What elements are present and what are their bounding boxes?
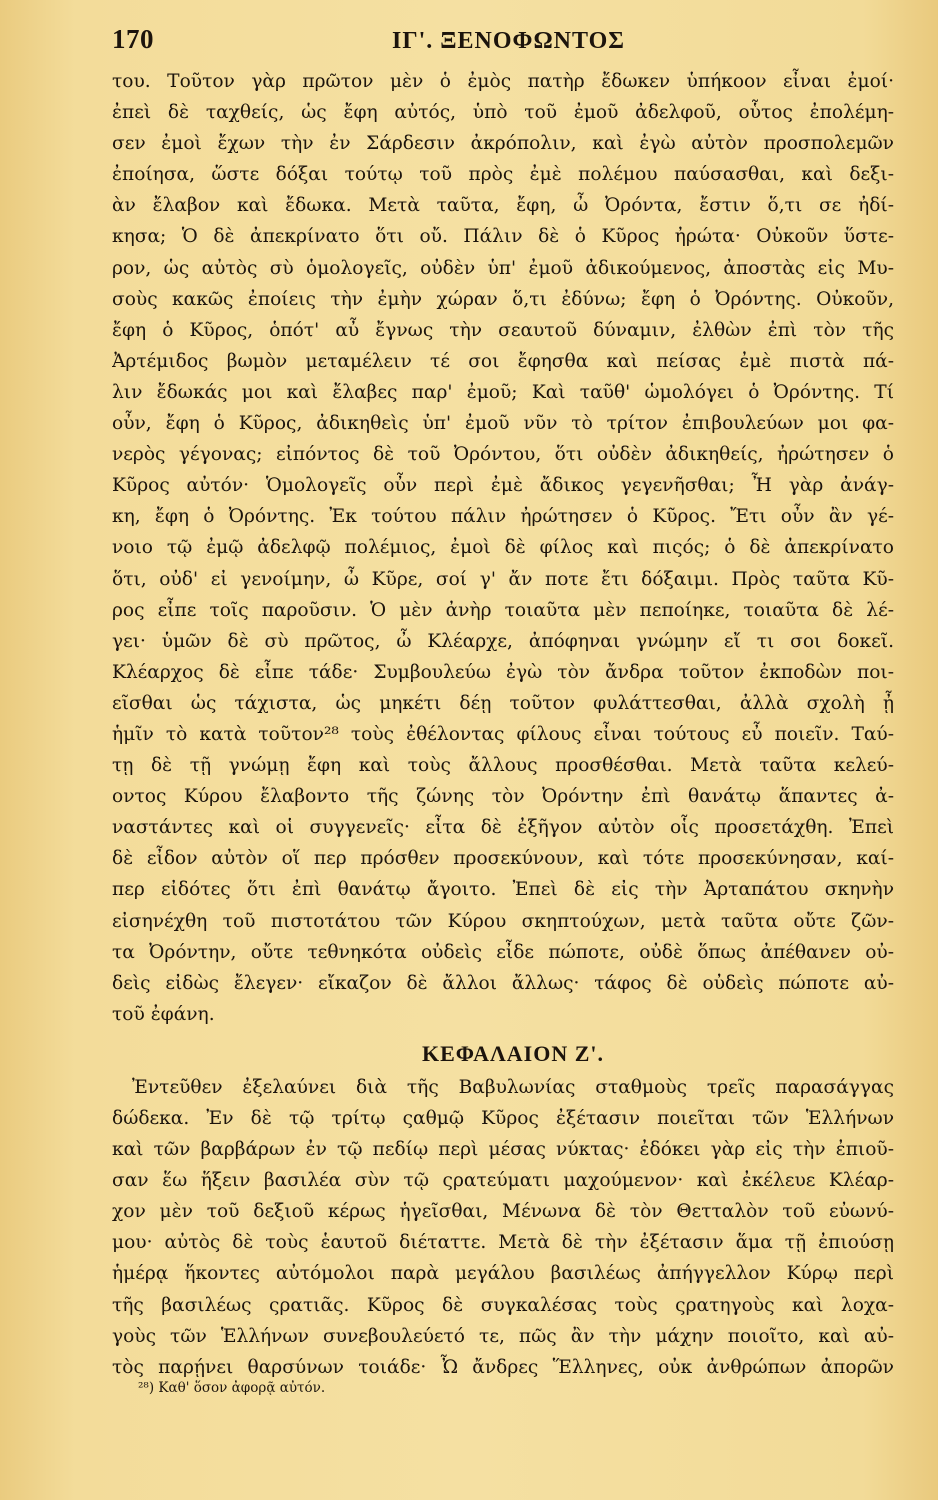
text-line: περ εἰδότες ὅτι ἐπὶ θανάτῳ ἄγοιτο. Ἐπεὶ δὲ εἰς τὴν Ἀρταπάτου σκηνὴν: [112, 879, 894, 901]
text-line: σοὺς κακῶς ἐποίεις τὴν ἐμὴν χώραν ὅ,τι ἐδύνω; ἔφη ὁ Ὀρόντης. Οὐκοῦν,: [112, 288, 894, 310]
text-line: του. Τοῦτον γὰρ πρῶτον μὲν ὁ ἐμὸς πατὴρ ἔδωκεν ὑπήκοον εἶναι ἐμοί·: [112, 71, 894, 92]
text-line: Ἐντεῦθεν ἐξελαύνει διὰ τῆς Βαβυλωνίας σταθμοὺς τρεῖς παρασάγγας: [132, 1076, 894, 1098]
text-line: δὲ εἶδον αὐτὸν οἵ περ πρόσθεν προσεκύνουν, καὶ τότε προσεκύνησαν, καί-: [112, 848, 894, 870]
text-line: καὶ τῶν βαρβάρων ἐν τῷ πεδίῳ περὶ μέσας νύκτας· ἐδόκει γὰρ εἰς τὴν ἐπιοῦ-: [112, 1139, 894, 1161]
text-line: γει· ὑμῶν δὲ σὺ πρῶτος, ὦ Κλέαρχε, ἀπόφηναι γνώμην εἴ τι σοι δοκεῖ.: [112, 630, 894, 652]
text-line: ρος εἶπε τοῖς παροῦσιν. Ὁ μὲν ἀνὴρ τοιαῦτα μὲν πεποίηκε, τοιαῦτα δὲ λέ-: [112, 599, 894, 621]
text-line: ναστάντες καὶ οἱ συγγενεῖς· εἶτα δὲ ἐξῆγον αὐτὸν οἷς προσετάχθη. Ἐπεὶ: [112, 817, 894, 839]
text-line: νερὸς γέγονας; εἰπόντος δὲ τοῦ Ὀρόντου, ὅτι οὐδὲν ἀδικηθείς, ἠρώτησεν ὁ: [112, 444, 894, 466]
text-line: ρον, ὡς αὐτὸς σὺ ὁμολογεῖς, οὐδὲν ὑπ' ἐμοῦ ἀδικούμενος, ἀποστὰς εἰς Μυ-: [112, 257, 894, 279]
text-line: οντος Κύρου ἔλαβοντο τῆς ζώνης τὸν Ὀρόντην ἐπὶ θανάτῳ ἅπαντες ἀ-: [112, 786, 894, 808]
text-line: Κῦρος αὐτόν· Ὁμολογεῖς οὖν περὶ ἐμὲ ἄδικος γεγενῆσθαι; Ἦ γὰρ ἀνάγ-: [112, 475, 894, 497]
text-line: λιν ἔδωκάς μοι καὶ ἔλαβες παρ' ἐμοῦ; Καὶ ταῦθ' ὡμολόγει ὁ Ὀρόντης. Τί: [112, 381, 894, 403]
page-number: 170: [112, 24, 154, 54]
running-title: ΙΓ'. ΞΕΝΟΦΩΝΤΟΣ: [392, 28, 625, 54]
text-line: δεὶς εἰδὼς ἔλεγεν· εἴκαζον δὲ ἄλλοι ἄλλως· τάφος δὲ οὐδεὶς πώποτε αὐ-: [112, 972, 894, 994]
text-line: τὸς παρῄνει θαρσύνων τοιάδε· Ὦ ἄνδρες Ἕλληνες, οὐκ ἀνθρώπων ἀπορῶν: [112, 1356, 894, 1378]
text-line: μου· αὐτὸς δὲ τοὺς ἑαυτοῦ διέταττε. Μετὰ δὲ τὴν ἐξέτασιν ἅμα τῇ ἐπιούσῃ: [112, 1232, 894, 1254]
text-line: ὅτι, οὐδ' εἰ γενοίμην, ὦ Κῦρε, σοί γ' ἄν ποτε ἔτι δόξαιμι. Πρὸς ταῦτα Κῦ-: [112, 568, 894, 590]
text-line: γοὺς τῶν Ἑλλήνων συνεβουλεύετό τε, πῶς ἂν τὴν μάχην ποιοῖτο, καὶ αὐ-: [112, 1325, 894, 1347]
text-line: σεν ἐμοὶ ἔχων τὴν ἐν Σάρδεσιν ἀκρόπολιν, καὶ ἐγὼ αὐτὸν προσπολεμῶν: [112, 133, 894, 155]
text-line: δώδεκα. Ἐν δὲ τῷ τρίτῳ ςαθμῷ Κῦρος ἐξέτασιν ποιεῖται τῶν Ἑλλήνων: [112, 1108, 894, 1129]
text-line: νοιο τῷ ἐμῷ ἀδελφῷ πολέμιος, ἐμοὶ δὲ φίλος καὶ πιςός; ὁ δὲ ἀπεκρίνατο: [112, 537, 894, 559]
text-line: Ἀρτέμιδος βωμὸν μεταμέλειν τέ σοι ἔφησθα καὶ πείσας ἐμὲ πιστὰ πά-: [112, 350, 894, 372]
text-line: ἐποίησα, ὥστε δόξαι τούτῳ τοῦ πρὸς ἐμὲ πολέμου παύσασθαι, καὶ δεξι-: [112, 164, 894, 186]
footnote: ²⁸) Καθ' ὅσον ἀφορᾷ αὐτόν.: [138, 1380, 326, 1396]
page-header: [112, 24, 878, 60]
text-line: ὰν ἔλαβον καὶ ἔδωκα. Μετὰ ταῦτα, ἔφη, ὦ Ὀρόντα, ἔστιν ὅ,τι σε ἠδί-: [112, 195, 894, 217]
text-line: εἰσηνέχθη τοῦ πιστοτάτου τῶν Κύρου σκηπτούχων, μετὰ ταῦτα οὔτε ζῶν-: [112, 910, 894, 932]
text-line: ἡμέρᾳ ἥκοντες αὐτόμολοι παρὰ μεγάλου βασιλέως ἀπήγγελλον Κύρῳ περὶ: [112, 1263, 894, 1285]
text-line: Κλέαρχος δὲ εἶπε τάδε· Συμβουλεύω ἐγὼ τὸν ἄνδρα τοῦτον ἐκποδὼν ποι-: [112, 661, 894, 683]
text-line: κησα; Ὁ δὲ ἀπεκρίνατο ὅτι οὔ. Πάλιν δὲ ὁ Κῦρος ἠρώτα· Οὐκοῦν ὕστε-: [112, 226, 894, 248]
text-line: χον μὲν τοῦ δεξιοῦ κέρως ἡγεῖσθαι, Μένωνα δὲ τὸν Θετταλὸν τοῦ εὐωνύ-: [112, 1201, 894, 1223]
text-line: τῃ δὲ τῇ γνώμῃ ἔφη καὶ τοὺς ἄλλους προσθέσθαι. Μετὰ ταῦτα κελεύ-: [112, 755, 894, 777]
text-line: τοῦ ἐφάνη.: [112, 1003, 215, 1025]
text-line: ἡμῖν τὸ κατὰ τοῦτον²⁸ τοὺς ἐθέλοντας φίλους εἶναι τούτους εὖ ποιεῖν. Ταύ-: [112, 723, 894, 745]
text-line: τῆς βασιλέως ςρατιᾶς. Κῦρος δὲ συγκαλέσας τοὺς ςρατηγοὺς καὶ λοχα-: [112, 1294, 894, 1316]
text-line: τα Ὀρόντην, οὔτε τεθνηκότα οὐδεὶς εἶδε πώποτε, οὐδὲ ὅπως ἀπέθανεν οὐ-: [112, 941, 894, 963]
main-text: [112, 66, 894, 1383]
text-line: ἐπεὶ δὲ ταχθείς, ὡς ἔφη αὐτός, ὑπὸ τοῦ ἐμοῦ ἀδελφοῦ, οὗτος ἐπολέμη-: [112, 102, 894, 124]
chapter-heading: ΚΕΦΑΛΑΙΟΝ Ζ'.: [421, 1040, 604, 1066]
text-line: σαν ἕω ἥξειν βασιλέα σὺν τῷ ςρατεύματι μαχούμενον· καὶ ἐκέλευε Κλέαρ-: [112, 1170, 894, 1192]
text-line: οὖν, ἔφη ὁ Κῦρος, ἀδικηθεὶς ὑπ' ἐμοῦ νῦν τὸ τρίτον ἐπιβουλεύων μοι φα-: [112, 413, 894, 435]
text-line: εῖσθαι ὡς τάχιστα, ὡς μηκέτι δέῃ τοῦτον φυλάττεσθαι, ἀλλὰ σχολὴ ᾖ: [112, 692, 894, 714]
text-line: κη, ἔφη ὁ Ὀρόντης. Ἐκ τούτου πάλιν ἠρώτησεν ὁ Κῦρος. Ἔτι οὖν ἂν γέ-: [112, 506, 894, 528]
text-line: ἔφη ὁ Κῦρος, ὁπότ' αὖ ἔγνως τὴν σεαυτοῦ δύναμιν, ἐλθὼν ἐπὶ τὸν τῆς: [112, 319, 894, 341]
